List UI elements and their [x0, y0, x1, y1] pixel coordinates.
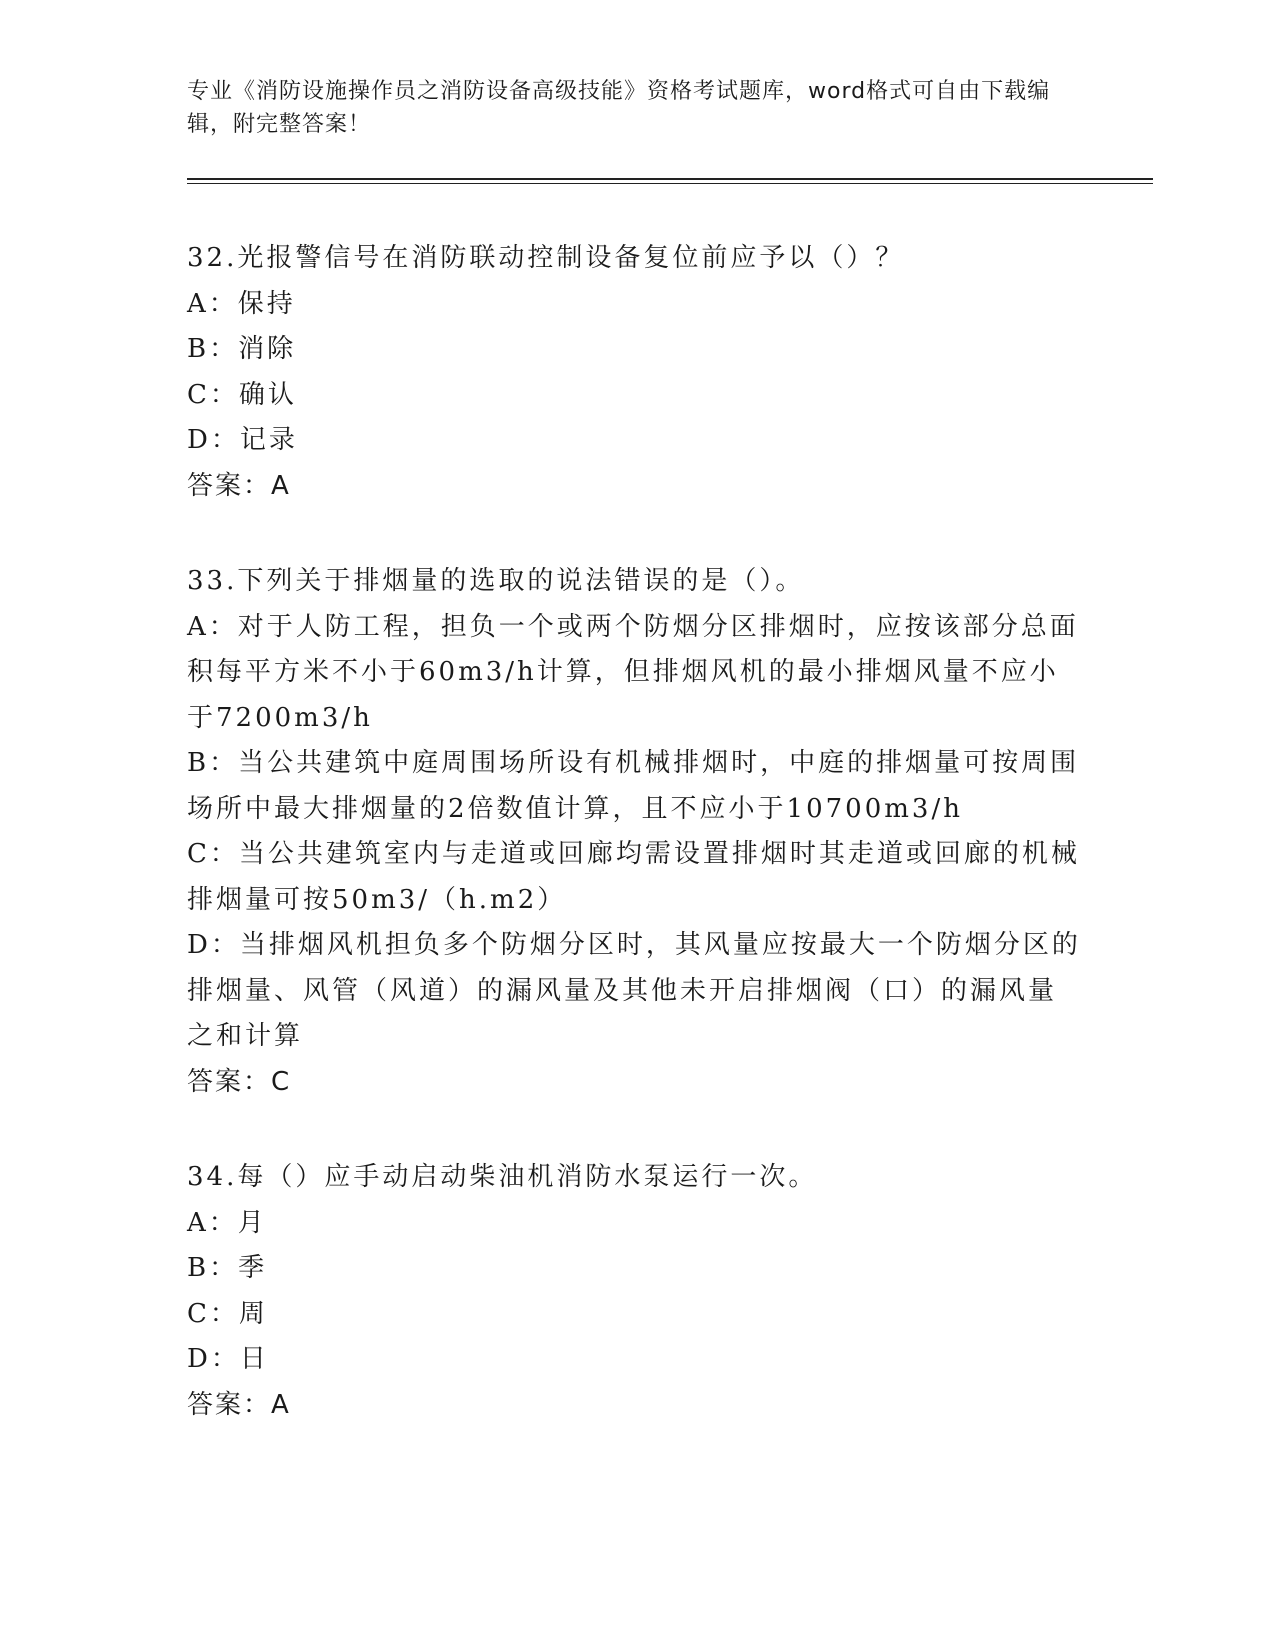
question-33 [187, 559, 1082, 1105]
option-d: D：日 [187, 1344, 269, 1374]
option-c: C：周 [187, 1298, 268, 1329]
question-list [187, 236, 1082, 1478]
option-b: B：消除 [187, 334, 297, 364]
question-stem: 34.每（）应手动启动柴油机消防水泵运行一次。 [187, 1162, 818, 1192]
question-34 [187, 1155, 1082, 1428]
option-a: A：保持 [187, 288, 296, 319]
answer-text: 答案：C [187, 1066, 292, 1097]
option-d: D：记录 [187, 425, 298, 455]
option-a: A：对于人防工程，担负一个或两个防烟分区排烟时，应按该部分总面积每平方米不小于60m3/h计算，但排烟风机的最小排烟风量不应小于7200m3/h [187, 611, 1079, 733]
header-rule-thick [187, 178, 1153, 180]
document-intro: 专业《消防设施操作员之消防设备高级技能》资格考试题库，word格式可自由下载编辑，附完整答案！ [187, 79, 1051, 137]
question-stem: 32.光报警信号在消防联动控制设备复位前应予以（）？ [187, 243, 905, 273]
answer-text: 答案：A [187, 1389, 291, 1420]
option-c: C：当公共建筑室内与走道或回廊均需设置排烟时其走道或回廊的机械排烟量可按50m3/（h.m2） [187, 839, 1080, 915]
option-b: B：当公共建筑中庭周围场所设有机械排烟时，中庭的排烟量可按周围场所中最大排烟量的2倍数值计算，且不应小于10700m3/h [187, 748, 1080, 824]
header-rule-thin [187, 183, 1153, 184]
option-a: A：月 [187, 1207, 267, 1238]
answer-text: 答案：A [187, 470, 291, 501]
option-d: D：当排烟风机担负多个防烟分区时，其风量应按最大一个防烟分区的排烟量、风管（风道）的漏风量及其他未开启排烟阀（口）的漏风量之和计算 [187, 930, 1081, 1051]
option-b: B：季 [187, 1253, 268, 1283]
question-stem: 33.下列关于排烟量的选取的说法错误的是（）。 [187, 566, 805, 596]
question-32 [187, 236, 1082, 509]
option-c: C：确认 [187, 379, 297, 410]
